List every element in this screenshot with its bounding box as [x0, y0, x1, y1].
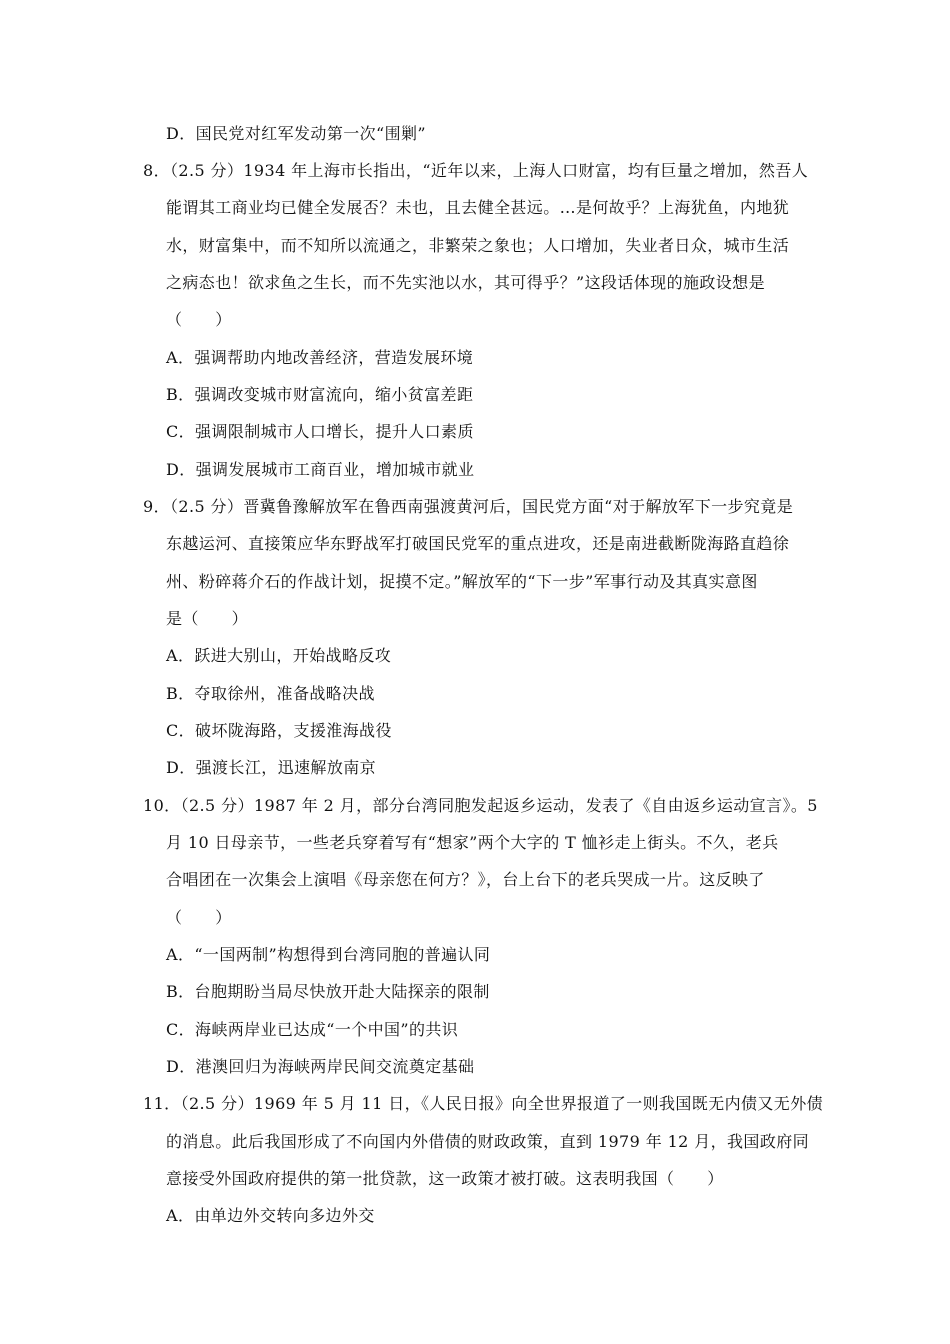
q8-stem-line-3: 水，财富集中，而不知所以流通之，非繁荣之象也；人口增加，失业者日众，城市生活 — [166, 236, 790, 255]
q8-stem-line-2: 能谓其工商业均已健全发展否？未也，且去健全甚远。…是何故乎？上海犹鱼，内地犹 — [166, 198, 790, 217]
q11-stem-line-1: 1969 年 5 月 11 日，《人民日报》向全世界报道了一则我国既无内债又无外债 — [253, 1094, 823, 1113]
q9-stem-line-4: 是（ ） — [166, 609, 249, 628]
q11-number: 11． — [143, 1094, 181, 1113]
q9-stem-line-3: 州、粉碎蒋介石的作战计划，捉摸不定。”解放军的“下一步”军事行动及其真实意图 — [166, 572, 758, 591]
q8-option-a[interactable]: A．强调帮助内地改善经济，营造发展环境 — [166, 348, 474, 367]
q9-score: （2.5 分） — [169, 497, 244, 516]
q10-stem-line-2: 月 10 日母亲节，一些老兵穿着写有“想家”两个大字的 T 恤衫走上街头。不久，老兵 — [166, 833, 779, 852]
q8-answer-blank: （ ） — [166, 310, 232, 329]
q8-number: 8． — [143, 161, 170, 180]
q10-option-c[interactable]: C．海峡两岸业已达成“一个中国”的共识 — [166, 1020, 459, 1039]
q10-option-b[interactable]: B．台胞期盼当局尽快放开赴大陆探亲的限制 — [166, 982, 490, 1001]
q10-option-a[interactable]: A．“一国两制”构想得到台湾同胞的普遍认同 — [166, 945, 491, 964]
q9-option-d[interactable]: D．强渡长江，迅速解放南京 — [166, 758, 377, 777]
q11-option-a[interactable]: A．由单边外交转向多边外交 — [166, 1206, 375, 1225]
q8-stem-line-1: 1934 年上海市长指出，“近年以来，上海人口财富，均有巨量之增加，然吾人 — [243, 161, 809, 180]
q10-answer-blank: （ ） — [166, 908, 232, 927]
q11-stem-line-2: 的消息。此后我国形成了不向国内外借债的财政政策，直到 1979 年 12 月，我国政府同 — [166, 1132, 810, 1151]
q10-first-line — [143, 795, 818, 817]
q9-number: 9． — [143, 497, 170, 516]
q9-first-line — [143, 496, 793, 518]
q8-first-line — [143, 160, 808, 182]
q10-number: 10． — [143, 796, 181, 815]
q11-first-line — [143, 1093, 823, 1115]
q8-option-b[interactable]: B．强调改变城市财富流向，缩小贫富差距 — [166, 385, 474, 404]
q9-stem-line-2: 东越运河、直接策应华东野战军打破国民党军的重点进攻，还是南进截断陇海路直趋徐 — [166, 534, 790, 553]
q7-option-d: D．国民党对红军发动第一次“围剿” — [166, 124, 426, 143]
q11-score: （2.5 分） — [180, 1094, 254, 1113]
q10-stem-line-1: 1987 年 2 月，部分台湾同胞发起返乡运动，发表了《自由返乡运动宣言》。5 — [253, 796, 818, 815]
q8-stem-line-4: 之病态也！欲求鱼之生长，而不先实池以水，其可得乎？”这段话体现的施政设想是 — [166, 273, 765, 292]
q10-score: （2.5 分） — [180, 796, 254, 815]
q8-option-d[interactable]: D．强调发展城市工商百业，增加城市就业 — [166, 460, 475, 479]
q10-stem-line-3: 合唱团在一次集会上演唱《母亲您在何方？》，台上台下的老兵哭成一片。这反映了 — [166, 870, 765, 889]
q8-score: （2.5 分） — [169, 161, 244, 180]
q8-option-c[interactable]: C．强调限制城市人口增长，提升人口素质 — [166, 422, 474, 441]
q9-option-a[interactable]: A．跃进大别山，开始战略反攻 — [166, 646, 392, 665]
q9-option-b[interactable]: B．夺取徐州，准备战略决战 — [166, 684, 375, 703]
q9-option-c[interactable]: C．破坏陇海路，支援淮海战役 — [166, 721, 392, 740]
q11-stem-line-3: 意接受外国政府提供的第一批贷款，这一政策才被打破。这表明我国（ ） — [166, 1169, 724, 1188]
q9-stem-line-1: 晋冀鲁豫解放军在鲁西南强渡黄河后，国民党方面“对于解放军下一步究竟是 — [243, 497, 794, 516]
q10-option-d[interactable]: D．港澳回归为海峡两岸民间交流奠定基础 — [166, 1057, 475, 1076]
